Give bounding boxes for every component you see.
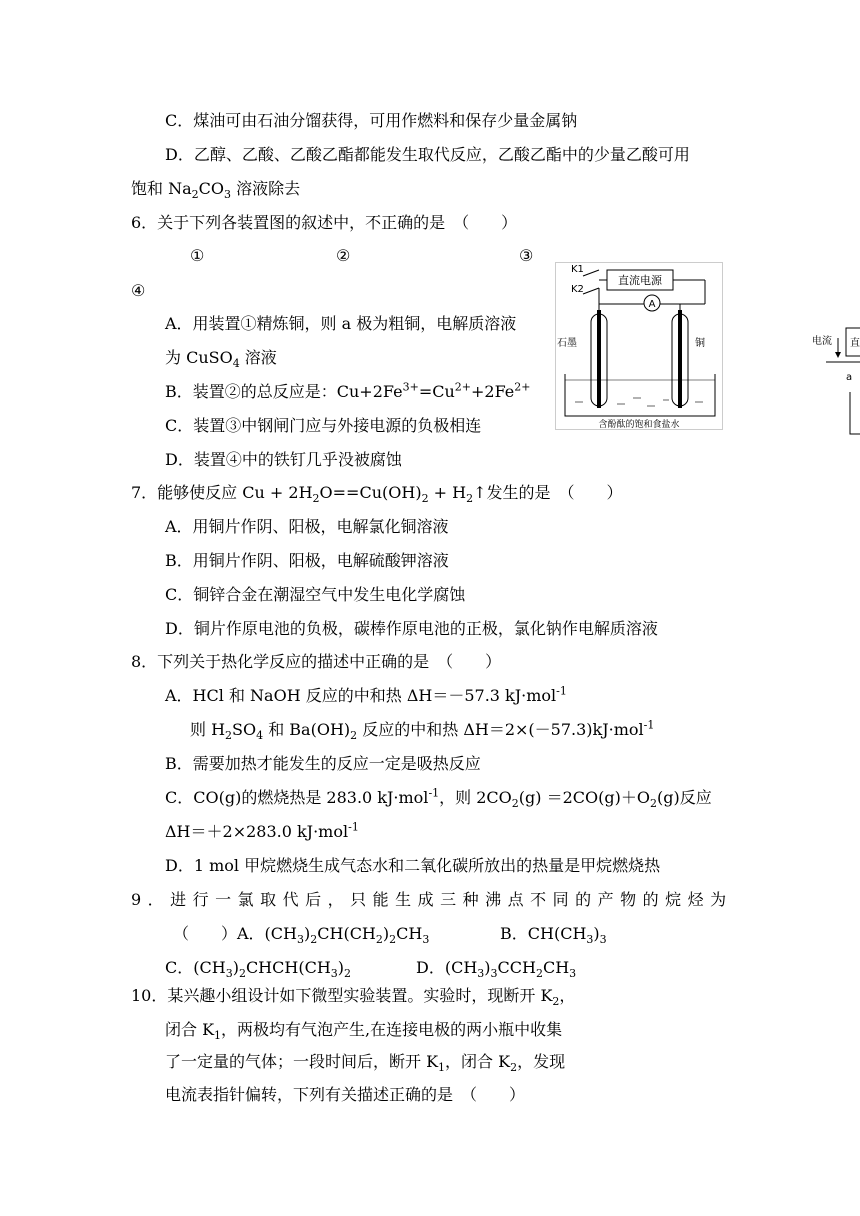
switch-k2-label: K2 [571, 284, 584, 295]
q10-line2: 闭合 $K_1$，两极均有气泡产生,在连接电极的两小瓶中收集 [165, 1020, 563, 1043]
q6-option-a-line1: A．用装置①精炼铜，则 a 极为粗铜，电解质溶液 [165, 314, 517, 333]
q10-line3: 了一定量的气体；一段时间后，断开 $K_1$，闭合 $K_2$，发现 [165, 1052, 566, 1075]
q9-stem: 9．进行一氯取代后，只能生成三种沸点不同的产物的烷烃为 [131, 890, 733, 909]
q7-option-a: A．用铜片作阴、阳极，电解氯化铜溶液 [165, 517, 449, 536]
q8-option-d: D．1 mol 甲烷燃烧生成气态水和二氧化碳所放出的热量是甲烷燃烧热 [165, 856, 661, 875]
q10-line1: 10．某兴趣小组设计如下微型实验装置。实验时，现断开 $K_2$， [131, 986, 576, 1009]
q8-option-a-line1: A．HCl 和 NaOH 反应的中和热 ΔH＝－57.3 kJ·mol$^{-1}$ [165, 684, 567, 705]
q5-option-c: C．煤油可由石油分馏获得，可用作燃料和保存少量金属钠 [165, 111, 578, 130]
q5-option-d-line1: D．乙醇、乙酸、乙酸乙酯都能发生取代反应，乙酸乙酯中的少量乙酸可用 [165, 145, 690, 164]
partial-a-label: a [846, 372, 853, 383]
q8-option-c-line2: ΔH＝＋2×283.0 kJ·mol$^{-1}$ [165, 820, 359, 841]
q7-option-d: D．铜片作原电池的负极，碳棒作原电池的正极，氯化钠作电解质溶液 [165, 619, 658, 638]
q6-marker-1: ① [190, 246, 205, 265]
q6-marker-2: ② [336, 246, 351, 265]
q9-option-d: D．$(CH_3)_3CCH_2CH_3$ [416, 958, 577, 981]
q6-option-b: B．装置②的总反应是：$Cu+2Fe^{3+}=Cu^{2+}+2Fe^{2+}$ [165, 380, 531, 401]
q6-option-c: C．装置③中钢闸门应与外接电源的负极相连 [165, 416, 482, 435]
graphite-label: 石墨 [557, 338, 577, 349]
q6-option-d: D．装置④中的铁钉几乎没被腐蚀 [165, 450, 402, 469]
q9-option-c: C．$(CH_3)_2CHCH(CH_3)_2$ [165, 958, 352, 981]
q9-option-a: （ ）A．$(CH_3)_2CH(CH_2)_2CH_3$ [173, 924, 430, 947]
q8-stem: 8．下列关于热化学反应的描述中正确的是 （ ） [131, 652, 502, 671]
switch-k1-label: K1 [571, 264, 584, 275]
q8-option-c-line1: C．CO(g)的燃烧热是 283.0 kJ·mol$^{-1}$，则 $2CO_2(g) =2CO(g)+O_2(g)$反应 [165, 786, 712, 811]
ammeter-label: A [648, 299, 656, 310]
partial-current-label: 电流 [812, 336, 832, 347]
power-supply-label: 直流电源 [618, 274, 662, 287]
electrolysis-diagram [555, 262, 723, 430]
q6-option-a-line2: 为 CuSO$_4$ 溶液 [165, 348, 277, 371]
partial-diagram [806, 322, 860, 442]
svg-text:直: 直 [850, 338, 860, 349]
solution-label: 含酚酞的饱和食盐水 [598, 420, 680, 430]
q5-option-d-line2: 饱和 $Na_2CO_3$ 溶液除去 [131, 179, 301, 202]
q8-option-a-line2: 则 $H_2SO_4$ 和 $Ba(OH)_2$ 反应的中和热 ΔH＝2×(－57.3)kJ·mol$^{-1}$ [190, 718, 655, 743]
q10-line4: 电流表指针偏转，下列有关描述正确的是 （ ） [165, 1085, 526, 1104]
q6-marker-3: ③ [519, 246, 534, 265]
q7-stem: 7．能够使反应 $Cu + 2H_2O==Cu(OH)_2$ + $H_2↑$发生的是 （ ） [131, 483, 623, 506]
q9-option-b: B．$CH(CH_3)_3$ [500, 924, 607, 947]
q7-option-b: B．用铜片作阴、阳极，电解硫酸钾溶液 [165, 551, 449, 570]
q6-stem: 6．关于下列各装置图的叙述中，不正确的是 （ ） [131, 213, 518, 232]
q8-option-b: B．需要加热才能发生的反应一定是吸热反应 [165, 754, 481, 773]
copper-label: 铜 [695, 338, 705, 349]
q7-option-c: C．铜锌合金在潮湿空气中发生电化学腐蚀 [165, 585, 466, 604]
q6-marker-4: ④ [131, 281, 146, 300]
